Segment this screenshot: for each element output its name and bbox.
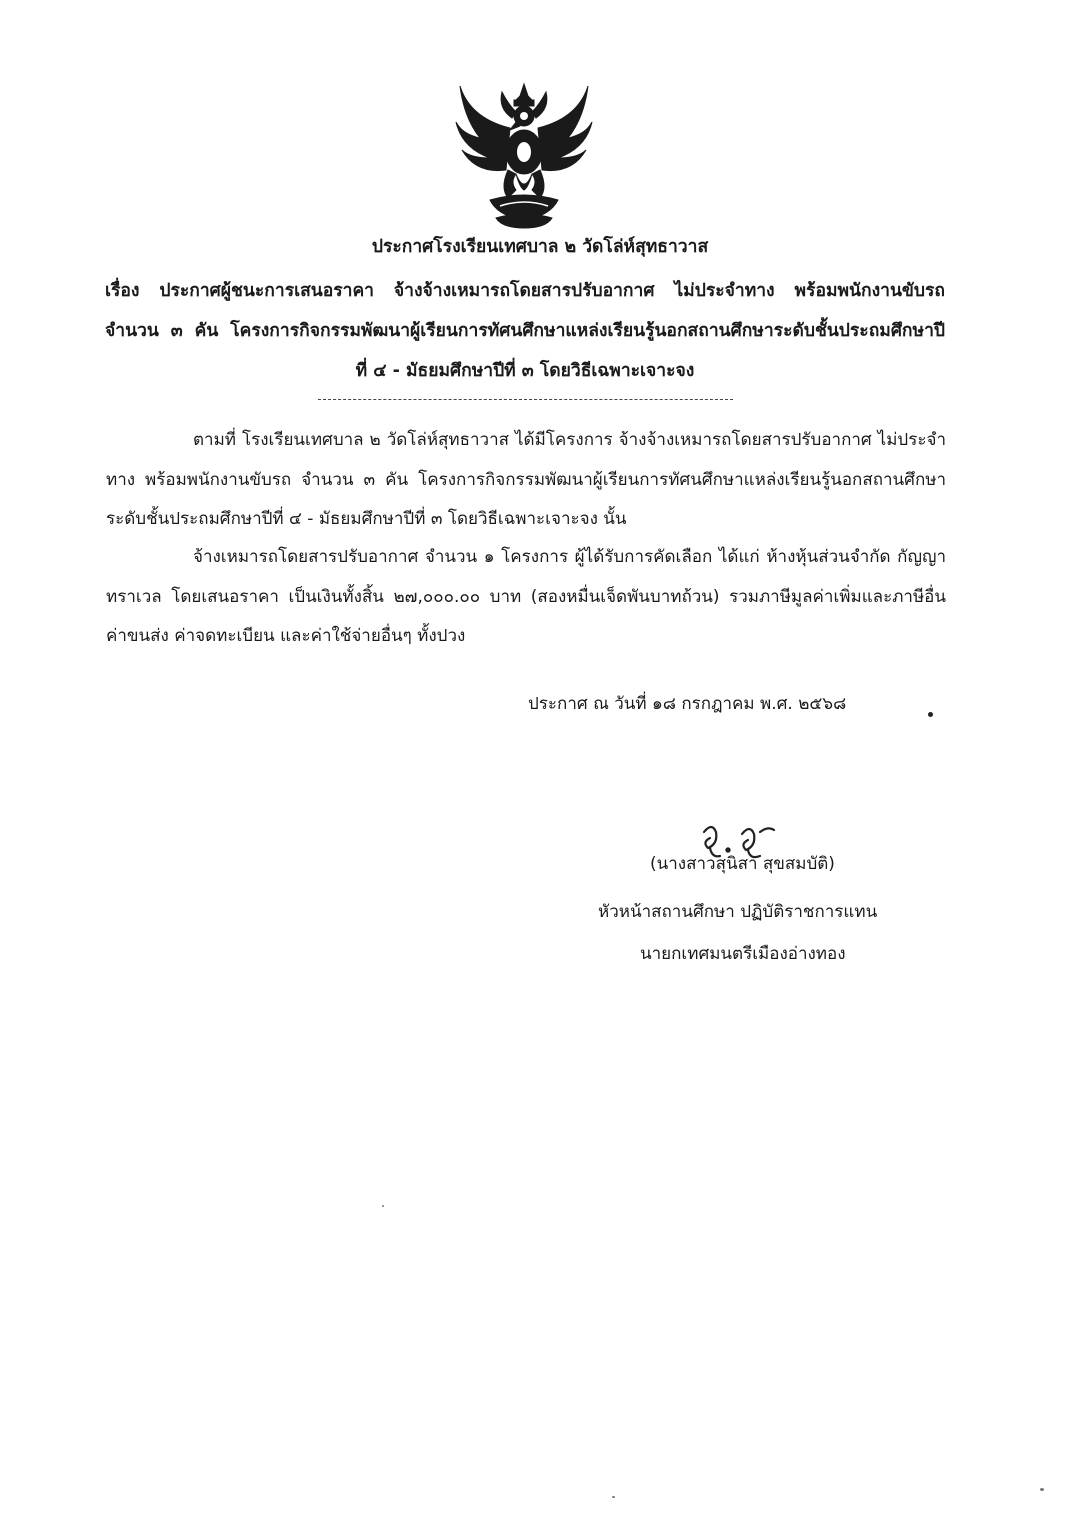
scan-speck xyxy=(612,1496,615,1498)
divider-line xyxy=(318,399,733,400)
scan-speck xyxy=(1040,1488,1044,1491)
scan-speck xyxy=(382,1205,384,1207)
body-paragraph-2: จ้างเหมารถโดยสารปรับอากาศ จำนวน ๑ โครงการ ผู้ได้รับการคัดเลือก ได้แก่ ห้างหุ้นส่วนจำกัด กัญญาทราเวล โดยเสนอราคา เป็นเงินทั้งสิ้น ๒๗,๐๐๐.๐๐ บาท (สองหมื่นเจ็ดพันบาทถ้วน) รวมภาษีมูลค่าเพิ่มและภาษีอื่น ค่าขนส่ง ค่าจดทะเบียน และค่าใช้จ่ายอื่นๆ ทั้งปวง xyxy=(106,547,946,646)
announcement-date: ประกาศ ณ วันที่ ๑๘ กรกฎาคม พ.ศ. ๒๕๖๘ xyxy=(528,694,847,714)
announcement-subject: เรื่อง ประกาศผู้ชนะการเสนอราคา จ้างจ้างเหมารถโดยสารปรับอากาศ ไม่ประจำทาง พร้อมพนักงานขับรถ จำนวน ๓ คัน โครงการกิจกรรมพัฒนาผู้เรียนการทัศนศึกษาแหล่งเรียนรู้นอกสถานศึกษาระดับชั้นประถมศึกษาปี ที่ ๔ - มัธยมศึกษาปีที่ ๓ โดยวิธีเฉพาะเจาะจง xyxy=(105,281,945,381)
body-paragraph-1: ตามที่ โรงเรียนเทศบาล ๒ วัดโล่ห์สุทธาวาส ได้มีโครงการ จ้างจ้างเหมารถโดยสารปรับอากาศ ไม่ประจำทาง พร้อมพนักงานขับรถ จำนวน ๓ คัน โครงการกิจกรรมพัฒนาผู้เรียนการทัศนศึกษาแหล่งเรียนรู้นอกสถานศึกษาระดับชั้นประถมศึกษาปีที่ ๔ - มัธยมศึกษาปีที่ ๓ โดยวิธีเฉพาะเจาะจง นั้น xyxy=(106,430,946,529)
ink-dot xyxy=(928,712,933,717)
signer-position: หัวหน้าสถานศึกษา ปฏิบัติราชการแทน xyxy=(598,902,878,922)
garuda-emblem-icon xyxy=(450,78,598,230)
signer-name: (นางสาวสุนิสา สุขสมบัติ) xyxy=(650,854,835,874)
announcement-title: ประกาศโรงเรียนเทศบาล ๒ วัดโล่ห์สุทธาวาส xyxy=(371,237,709,257)
signer-position-2: นายกเทศมนตรีเมืองอ่างทอง xyxy=(640,944,846,964)
